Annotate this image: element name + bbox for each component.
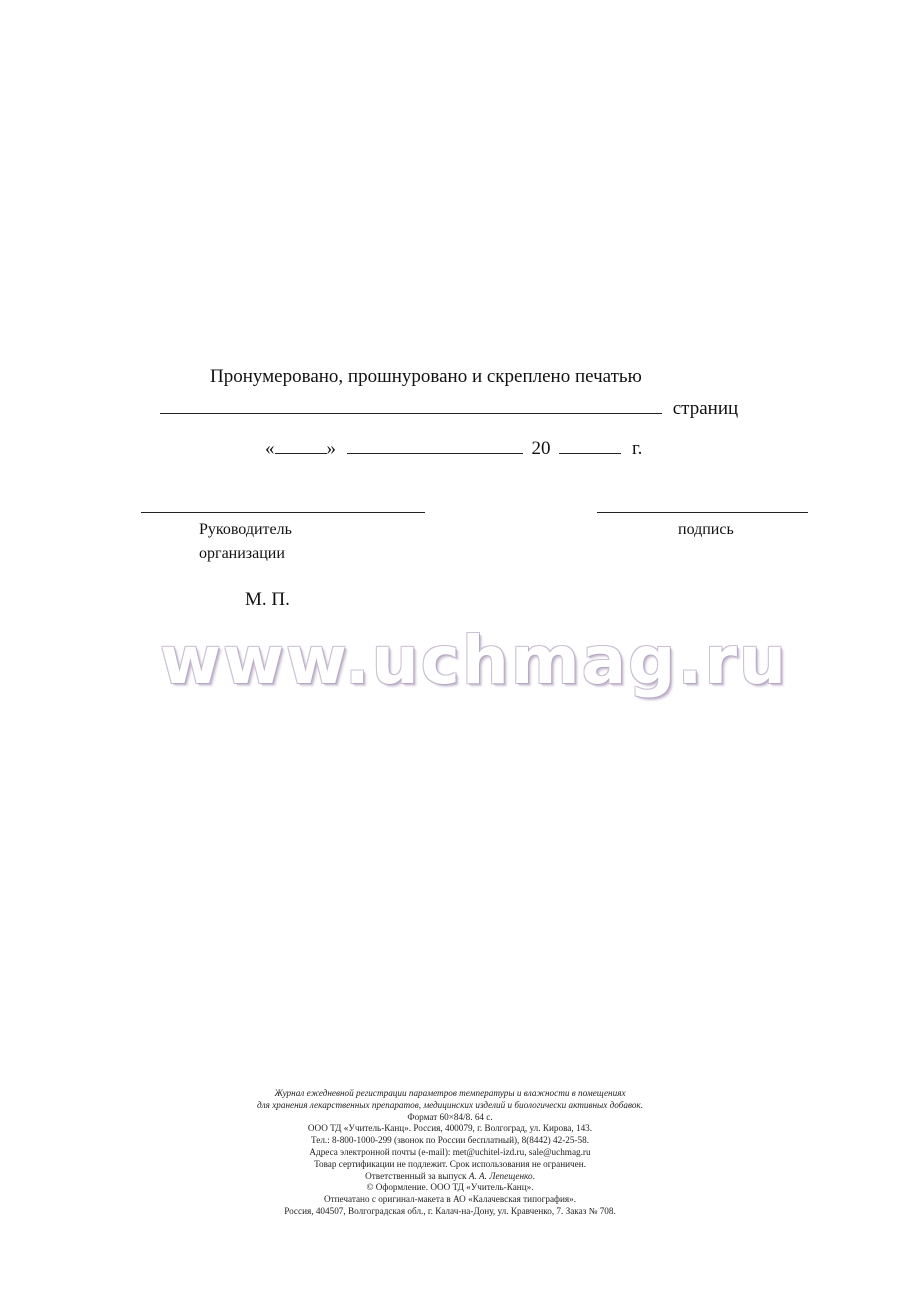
day-blank xyxy=(275,437,327,454)
pages-word: страниц xyxy=(672,398,739,419)
colophon-line: ООО ТД «Учитель-Канц». Россия, 400079, г. Волгоград, ул. Кирова, 143. xyxy=(307,1123,593,1134)
year-prefix: 20 xyxy=(531,438,551,459)
month-blank xyxy=(347,437,523,454)
certification-heading: Пронумеровано, прошнуровано и скреплено печатью xyxy=(210,366,642,387)
year-suffix: г. xyxy=(632,438,643,459)
colophon-line: © Оформление. ООО ТД «Учитель-Канц». xyxy=(366,1182,534,1193)
date-open-quote: « xyxy=(265,438,275,459)
colophon-line: Россия, 404507, Волгоградская обл., г. Калач-на-Дону, ул. Кравченко, 7. Заказ № 708. xyxy=(284,1205,616,1216)
signature-line xyxy=(597,512,808,513)
colophon-line: для хранения лекарственных препаратов, медицинских изделий и биологически активных добавок. xyxy=(256,1099,644,1110)
responsible-suffix: . xyxy=(532,1170,535,1181)
responsible-name: А. А. Лепещенко xyxy=(468,1170,533,1181)
date-row xyxy=(265,437,642,458)
colophon-responsible xyxy=(0,1171,900,1183)
colophon xyxy=(0,1088,900,1218)
stamp-place: М. П. xyxy=(245,589,290,610)
date-close-quote: » xyxy=(326,438,336,459)
year-blank xyxy=(559,437,621,454)
page-count-row xyxy=(160,397,738,418)
colophon-line: Товар сертификации не подлежит. Срок использования не ограничен. xyxy=(314,1158,586,1169)
responsible-prefix: Ответственный за выпуск xyxy=(365,1170,467,1181)
head-signature-line xyxy=(141,512,425,513)
colophon-line: Адреса электронной почты (e-mail): met@uchitel-izd.ru, sale@uchmag.ru xyxy=(309,1146,591,1157)
colophon-line: Тел.: 8-800-1000-299 (звонок по России бесплатный), 8(8442) 42-25-58. xyxy=(310,1135,590,1146)
head-label-line2: организации xyxy=(199,545,285,562)
signature-label: подпись xyxy=(678,521,734,538)
watermark: www.uchmag.ru xyxy=(160,622,789,699)
head-label xyxy=(199,518,292,566)
colophon-line: Отпечатано с оригинал-макета в АО «Калачевская типография». xyxy=(323,1194,577,1205)
colophon-line: Формат 60×84/8. 64 с. xyxy=(407,1111,493,1122)
colophon-line: Журнал ежедневной регистрации параметров температуры и влажности в помещениях xyxy=(274,1088,626,1098)
page-count-blank xyxy=(160,397,662,414)
head-label-line1: Руководитель xyxy=(199,521,292,538)
